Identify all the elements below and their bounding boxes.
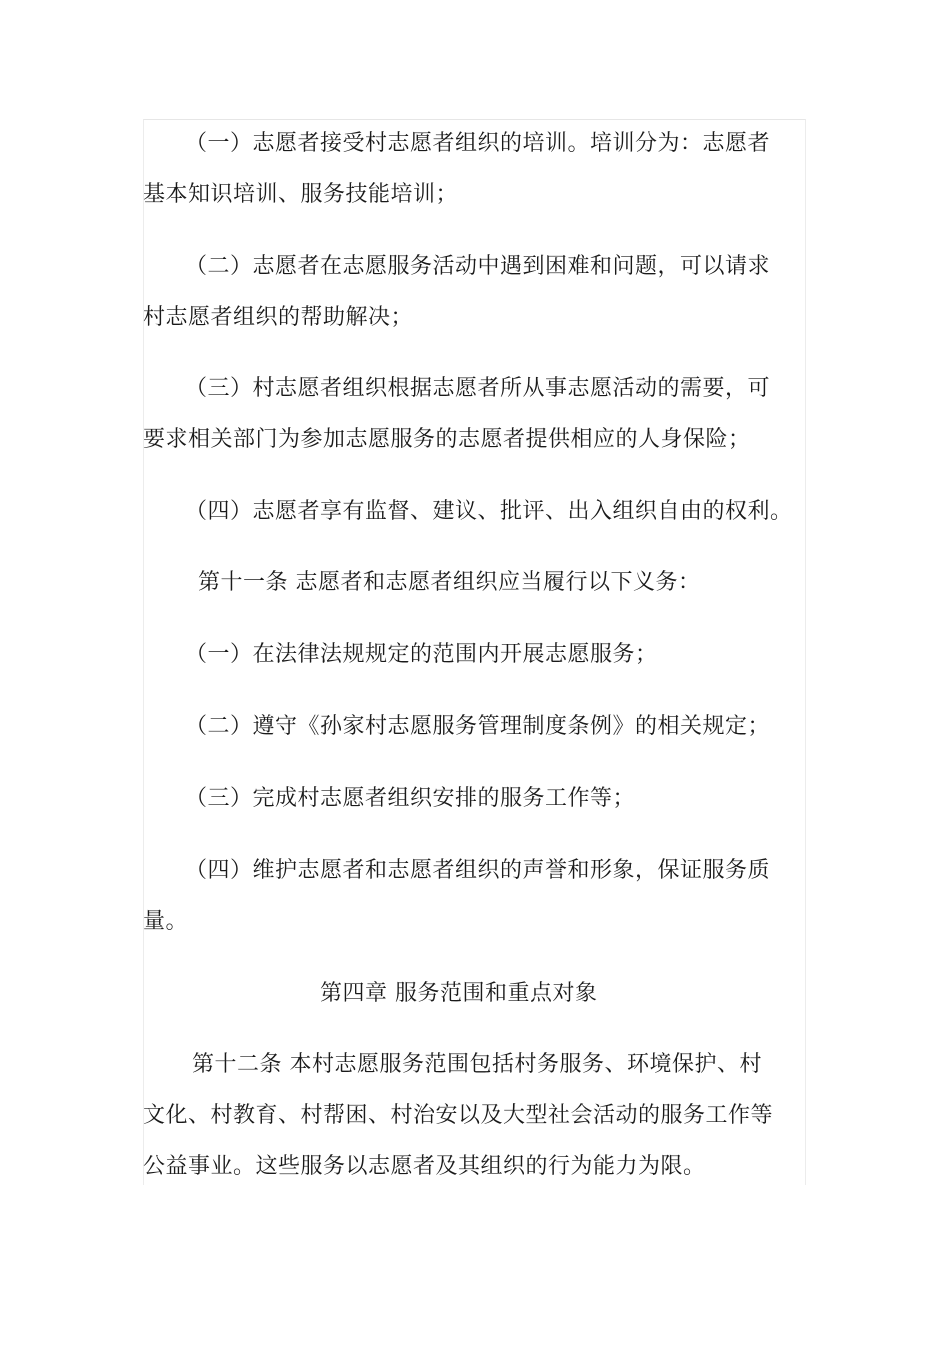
paragraph-line: （二）遵守《孙家村志愿服务管理制度条例》的相关规定； [185, 714, 771, 739]
paragraph-line: 要求相关部门为参加志愿服务的志愿者提供相应的人身保险； [143, 427, 751, 452]
paragraph-line: （一）在法律法规规定的范围内开展志愿服务； [185, 642, 658, 667]
paragraph-line: 公益事业。这些服务以志愿者及其组织的行为能力为限。 [143, 1154, 706, 1179]
paragraph-line: 文化、村教育、村帮困、村治安以及大型社会活动的服务工作等 [143, 1103, 774, 1128]
paragraph-line: 量。 [143, 909, 189, 934]
article-heading: 第十二条 本村志愿服务范围包括村务服务、环境保护、村 [192, 1052, 762, 1077]
article-heading: 第十一条 志愿者和志愿者组织应当履行以下义务： [198, 570, 701, 595]
paragraph-line: （三）村志愿者组织根据志愿者所从事志愿活动的需要，可 [185, 376, 771, 401]
paragraph-line: （二）志愿者在志愿服务活动中遇到困难和问题，可以请求 [185, 254, 771, 279]
paragraph-line: 基本知识培训、服务技能培训； [143, 182, 459, 207]
paragraph-line: （四）维护志愿者和志愿者组织的声誉和形象，保证服务质 [185, 858, 771, 883]
paragraph-line: （三）完成村志愿者组织安排的服务工作等； [185, 786, 636, 811]
chapter-heading: 第四章 服务范围和重点对象 [320, 981, 598, 1006]
paragraph-line: 村志愿者组织的帮助解决； [143, 305, 414, 330]
paragraph-line: （四）志愿者享有监督、建议、批评、出入组织自由的权利。 [185, 499, 793, 524]
paragraph-line: （一）志愿者接受村志愿者组织的培训。培训分为：志愿者 [185, 131, 771, 156]
